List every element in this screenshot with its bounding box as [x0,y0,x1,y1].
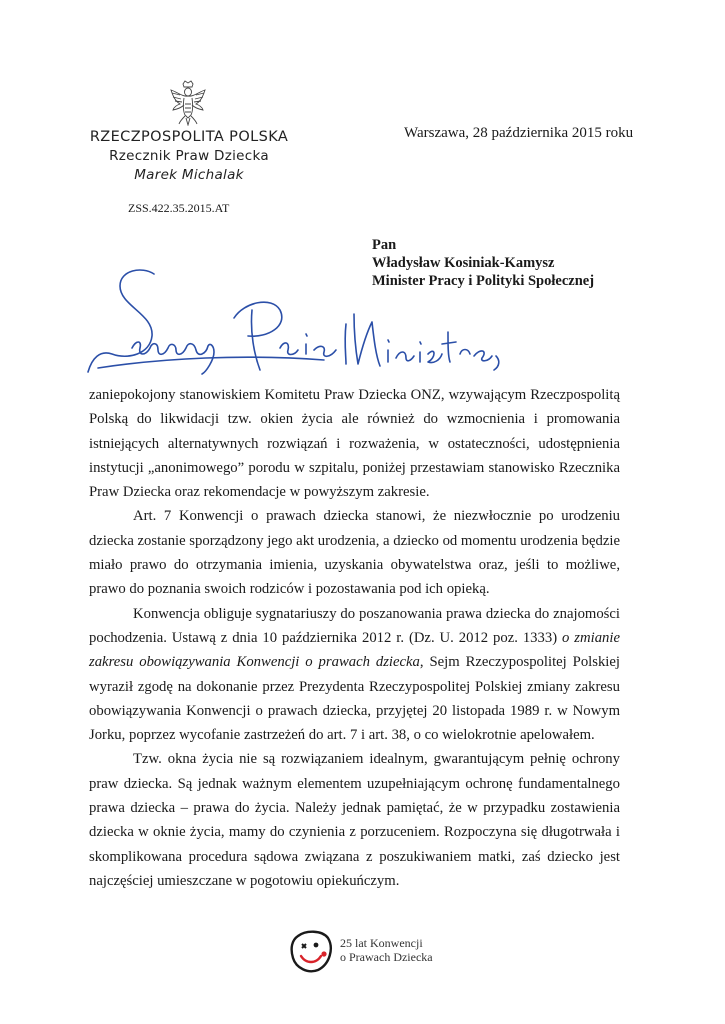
polish-eagle-emblem-icon [168,80,208,126]
recipient-salutation: Pan [372,237,397,253]
paragraph-3-part-a: Konwencja obliguje sygnatariuszy do poszanowania prawa dziecka do znajomości pochodzenia. Ustawą z dnia 10 października 2012 r. (Dz. U. 2012 poz. 1333) [89,605,620,646]
paragraph-4: Tzw. okna życia nie są rozwiązaniem idealnym, gwarantującym pełnię ochrony praw dziecka. Są jednak ważnym elementem uzupełniającym ochronę fundamentalnego prawa dziecka – prawa do życia. Należy jednak pamiętać, że w przypadku zostawienia dziecka w oknie życia, mamy do czynienia z porzuceniem. Rozpoczyna się długotrwała i skomplikowana procedura sądowa związana z poszukiwaniem matki, zaś dziecko jest najczęściej umieszczane w pogotowiu opiekuńczym. [89,751,620,889]
recipient-title: Minister Pracy i Polityki Społecznej [372,273,595,289]
letter-date: Warszawa, 28 października 2015 roku [404,125,634,141]
office-name: Rzecznik Praw Dziecka [109,148,269,164]
reference-number: ZSS.422.35.2015.AT [128,201,230,215]
smiling-face-logo-icon [288,928,334,974]
recipient-name: Władysław Kosiniak-Kamysz [372,255,555,271]
paragraph-3-part-b: , Sejm Rzeczypospolitej Polskiej wyraził zgodę na dokonanie przez Prezydenta Rzeczypospolitej Polskiej zmiany zakresu obowiązywania Konwencji o prawach dziecka, przyjętej 20 listopada 1989 r. w Nowym Jorku, poprzez wycofanie zastrzeżeń do art. 7 i art. 38, o co wielokrotnie apelowałem. [89,654,620,744]
footer-caption [340,936,433,964]
act-title: o zmianie zakresu obowiązywania Konwencji o prawach dziecka [89,629,620,671]
letter-body [89,383,620,893]
ombudsman-name: Marek Michalak [134,167,244,183]
paragraph-1: zaniepokojony stanowiskiem Komitetu Praw Dziecka ONZ, wzywającym Rzeczpospolitą Polską do likwidacji tzw. okien życia ale również do wzmocnienia i promowania istniejących alternatywnych rozwiązań i rozważenia, w ostateczności, udostępnienia instytucji „anonimowego” porodu w szpitalu, poniżej przestawiam stanowisko Rzecznika Praw Dziecka oraz rekomendacje w powyższym zakresie. [89,387,620,501]
paragraph-2: Art. 7 Konwencji o prawach dziecka stanowi, że niezwłocznie po urodzeniu dziecka zostanie sporządzony jego akt urodzenia, a dziecko od momentu urodzenia będzie miało prawo do otrzymania imienia, uzyskania obywatelstwa oraz, jeśli to możliwe, prawo do poznania swoich rodziców i pozostawania pod ich opieką. [89,508,620,598]
footer-line-2: o Prawach Dziecka [340,950,433,964]
footer-line-1: 25 lat Konwencji [340,936,423,950]
institution-name: RZECZPOSPOLITA POLSKA [89,129,289,145]
handwritten-greeting-signature [84,262,504,384]
paragraph-3 [89,602,620,748]
